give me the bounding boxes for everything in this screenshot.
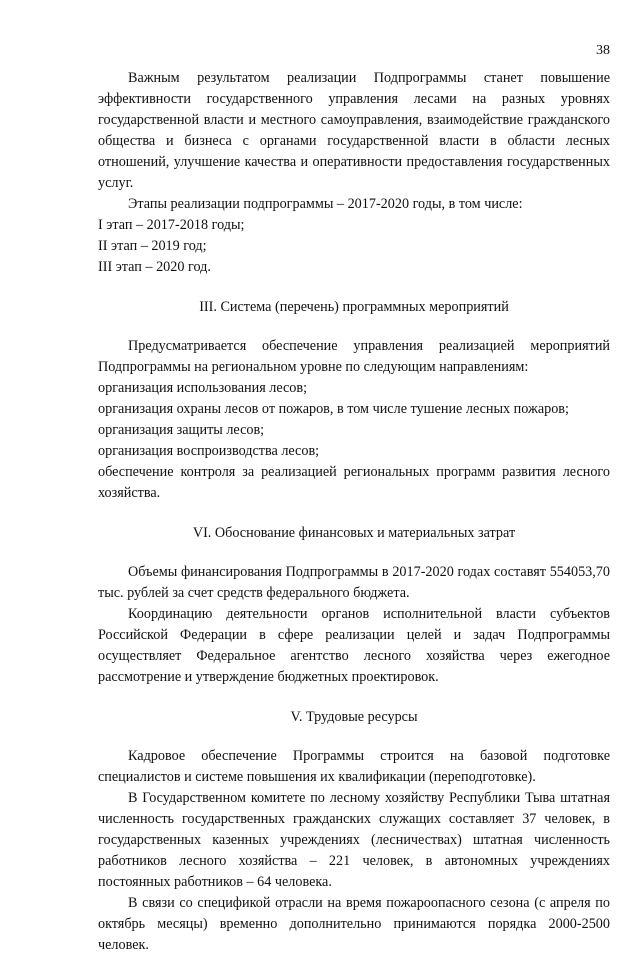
section-3-item-2: организация охраны лесов от пожаров, в том числе тушение лесных пожаров;: [98, 401, 569, 417]
intro-paragraph-2: Этапы реализации подпрограммы – 2017-2020 годы, в том числе:: [128, 196, 523, 212]
section-3-item-4: организация воспроизводства лесов;: [98, 443, 320, 459]
section-title-3: III. Система (перечень) программных мероприятий: [199, 299, 509, 315]
section-title-5: V. Трудовые ресурсы: [290, 709, 418, 725]
document-content: [98, 68, 610, 956]
section-3-paragraph-1: Предусматривается обеспечение управления реализацией мероприятий Подпрограммы на региональном уровне по следующим направлениям:: [98, 338, 610, 375]
section-3-item-5: обеспечение контроля за реализацией региональных программ развития лесного хозяйства.: [98, 464, 610, 501]
section-5-paragraph-3: В связи со спецификой отрасли на время пожароопасного сезона (с апреля по октябрь месяцы) временно дополнительно принимаются порядка 2000-2500 человек.: [98, 895, 610, 953]
section-3-item-3: организация защиты лесов;: [98, 422, 265, 438]
section-5-paragraph-2: В Государственном комитете по лесному хозяйству Республики Тыва штатная численность государственных гражданских служащих составляет 37 человек, в государственных казенных учреждениях (лесничествах) штатная численность работников лесного хозяйства – 221 человек, в автономных учреждениях постоянных работников – 64 человека.: [98, 790, 610, 890]
stage-3: III этап – 2020 год.: [98, 259, 211, 275]
section-title-6: VI. Обоснование финансовых и материальных затрат: [192, 525, 516, 541]
section-5-paragraph-1: Кадровое обеспечение Программы строится на базовой подготовке специалистов и системе повышения их квалификации (переподготовке).: [98, 748, 610, 785]
section-6-paragraph-1: Объемы финансирования Подпрограммы в 2017-2020 годах составят 554053,70 тыс. рублей за счет средств федерального бюджета.: [98, 564, 610, 601]
section-3-item-1: организация использования лесов;: [98, 380, 308, 396]
intro-paragraph-1: Важным результатом реализации Подпрограммы станет повышение эффективности государственного управления лесами на разных уровнях государственной власти и местного самоуправления, взаимодействие гражданского общества и бизнеса с органами государственной власти в области лесных отношений, улучшение качества и оперативности предоставления государственных услуг.: [98, 70, 610, 191]
stage-2: II этап – 2019 год;: [98, 238, 207, 254]
section-6-paragraph-2: Координацию деятельности органов исполнительной власти субъектов Российской Федерации в сфере реализации целей и задач Подпрограммы осуществляет Федеральное агентство лесного хозяйства через ежегодное рассмотрение и утверждение бюджетных проектировок.: [98, 606, 610, 685]
page-number: 38: [596, 43, 610, 58]
stage-1: I этап – 2017-2018 годы;: [98, 217, 245, 233]
